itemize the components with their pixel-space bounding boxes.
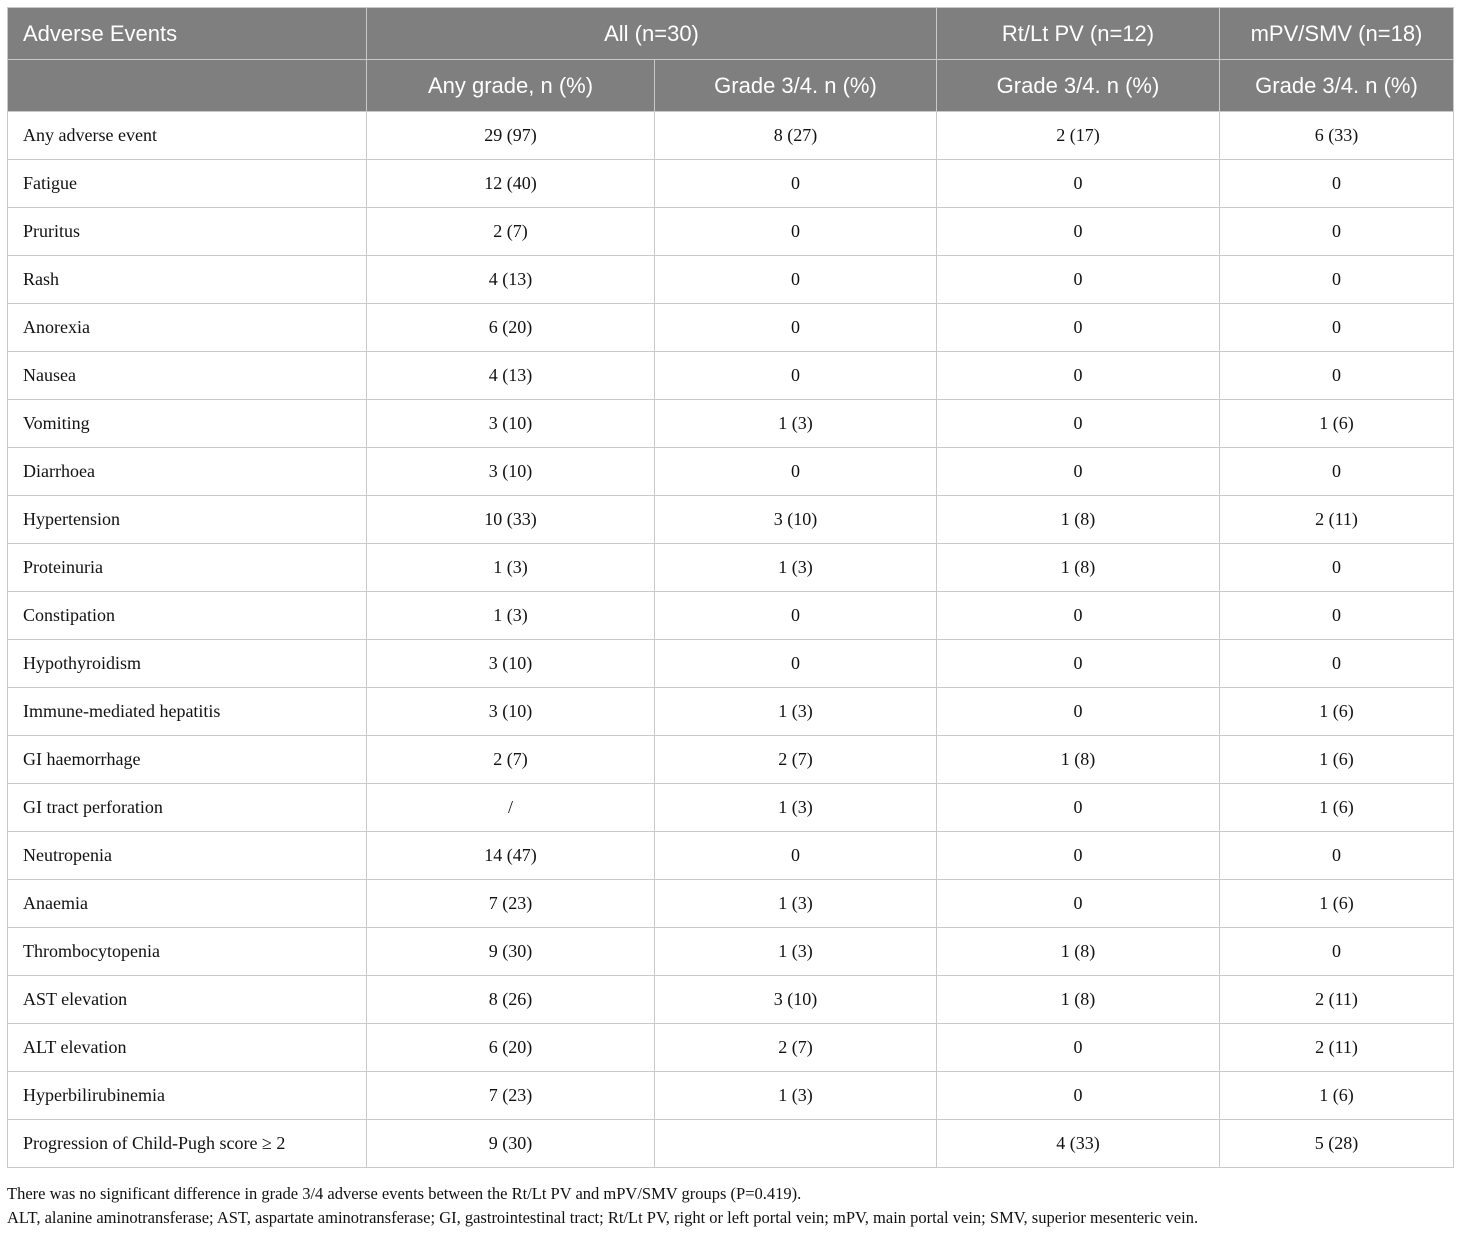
table-row	[8, 1072, 1454, 1120]
table-row	[8, 736, 1454, 784]
cell-all-grade34: 1 (3)	[655, 1072, 937, 1120]
header-any-grade: Any grade, n (%)	[367, 60, 655, 112]
table-row	[8, 112, 1454, 160]
cell-rtlt-grade34: 4 (33)	[937, 1120, 1220, 1168]
cell-rtlt-grade34: 0	[937, 352, 1220, 400]
cell-rtlt-grade34: 0	[937, 448, 1220, 496]
table-row	[8, 688, 1454, 736]
cell-any-grade: 3 (10)	[367, 688, 655, 736]
cell-all-grade34: 2 (7)	[655, 736, 937, 784]
table-row	[8, 496, 1454, 544]
cell-mpv-grade34: 0	[1220, 640, 1454, 688]
table-row	[8, 640, 1454, 688]
cell-any-grade: 6 (20)	[367, 1024, 655, 1072]
table-row	[8, 256, 1454, 304]
cell-mpv-grade34: 0	[1220, 832, 1454, 880]
cell-all-grade34: 0	[655, 832, 937, 880]
table-row	[8, 208, 1454, 256]
cell-rtlt-grade34: 2 (17)	[937, 112, 1220, 160]
cell-rtlt-grade34: 0	[937, 832, 1220, 880]
header-row-groups	[8, 8, 1454, 60]
cell-mpv-grade34: 0	[1220, 448, 1454, 496]
cell-any-grade: 3 (10)	[367, 448, 655, 496]
cell-any-grade: 14 (47)	[367, 832, 655, 880]
table-row	[8, 928, 1454, 976]
cell-any-grade: 4 (13)	[367, 256, 655, 304]
table-row	[8, 592, 1454, 640]
cell-mpv-grade34: 0	[1220, 928, 1454, 976]
cell-rtlt-grade34: 1 (8)	[937, 976, 1220, 1024]
cell-mpv-grade34: 2 (11)	[1220, 1024, 1454, 1072]
cell-rtlt-grade34: 0	[937, 1072, 1220, 1120]
cell-rtlt-grade34: 0	[937, 256, 1220, 304]
footnote-significance: There was no significant difference in grade 3/4 adverse events between the Rt/Lt PV and mPV/SMV groups (P=0.419).	[7, 1184, 802, 1203]
table-body	[8, 112, 1454, 1168]
cell-mpv-grade34: 0	[1220, 160, 1454, 208]
cell-all-grade34: 1 (3)	[655, 400, 937, 448]
cell-rtlt-grade34: 0	[937, 160, 1220, 208]
cell-mpv-grade34: 1 (6)	[1220, 400, 1454, 448]
cell-event: AST elevation	[8, 976, 367, 1024]
table-row	[8, 976, 1454, 1024]
table-row	[8, 448, 1454, 496]
cell-rtlt-grade34: 0	[937, 880, 1220, 928]
cell-event: Nausea	[8, 352, 367, 400]
header-mpv-smv-group: mPV/SMV (n=18)	[1220, 8, 1454, 60]
table-row	[8, 1120, 1454, 1168]
cell-any-grade: 2 (7)	[367, 208, 655, 256]
cell-mpv-grade34: 2 (11)	[1220, 496, 1454, 544]
cell-mpv-grade34: 0	[1220, 208, 1454, 256]
cell-all-grade34: 1 (3)	[655, 784, 937, 832]
cell-all-grade34: 1 (3)	[655, 688, 937, 736]
cell-event: Constipation	[8, 592, 367, 640]
cell-all-grade34: 3 (10)	[655, 496, 937, 544]
cell-any-grade: 1 (3)	[367, 544, 655, 592]
cell-all-grade34	[655, 1120, 937, 1168]
table-row	[8, 160, 1454, 208]
cell-all-grade34: 0	[655, 592, 937, 640]
cell-any-grade: 9 (30)	[367, 1120, 655, 1168]
table-row	[8, 784, 1454, 832]
cell-event: ALT elevation	[8, 1024, 367, 1072]
cell-all-grade34: 8 (27)	[655, 112, 937, 160]
cell-any-grade: 29 (97)	[367, 112, 655, 160]
cell-event: Any adverse event	[8, 112, 367, 160]
cell-mpv-grade34: 0	[1220, 544, 1454, 592]
cell-mpv-grade34: 1 (6)	[1220, 736, 1454, 784]
cell-mpv-grade34: 1 (6)	[1220, 688, 1454, 736]
cell-rtlt-grade34: 0	[937, 640, 1220, 688]
cell-any-grade: /	[367, 784, 655, 832]
cell-rtlt-grade34: 0	[937, 400, 1220, 448]
cell-rtlt-grade34: 0	[937, 304, 1220, 352]
cell-rtlt-grade34: 0	[937, 688, 1220, 736]
cell-mpv-grade34: 0	[1220, 352, 1454, 400]
cell-any-grade: 3 (10)	[367, 400, 655, 448]
cell-all-grade34: 0	[655, 208, 937, 256]
table-row	[8, 880, 1454, 928]
table-row	[8, 1024, 1454, 1072]
cell-any-grade: 12 (40)	[367, 160, 655, 208]
cell-all-grade34: 0	[655, 160, 937, 208]
cell-any-grade: 7 (23)	[367, 1072, 655, 1120]
cell-event: GI tract perforation	[8, 784, 367, 832]
header-adverse-events: Adverse Events	[8, 8, 367, 60]
cell-mpv-grade34: 1 (6)	[1220, 784, 1454, 832]
cell-any-grade: 4 (13)	[367, 352, 655, 400]
cell-any-grade: 2 (7)	[367, 736, 655, 784]
footnote-abbreviations: ALT, alanine aminotransferase; AST, aspartate aminotransferase; GI, gastrointestinal tract; Rt/Lt PV, right or left portal vein; mPV, main portal vein; SMV, superior mesenteric vein.	[7, 1208, 1199, 1227]
cell-all-grade34: 0	[655, 640, 937, 688]
header-rt-lt-pv-group: Rt/Lt PV (n=12)	[937, 8, 1220, 60]
adverse-events-table	[7, 7, 1454, 1168]
cell-event: Vomiting	[8, 400, 367, 448]
header-all-grade34: Grade 3/4. n (%)	[655, 60, 937, 112]
cell-event: Progression of Child-Pugh score ≥ 2	[8, 1120, 367, 1168]
cell-rtlt-grade34: 1 (8)	[937, 928, 1220, 976]
cell-rtlt-grade34: 1 (8)	[937, 544, 1220, 592]
header-all-group: All (n=30)	[367, 8, 937, 60]
table-footnotes	[7, 1182, 1198, 1230]
cell-rtlt-grade34: 0	[937, 784, 1220, 832]
table-row	[8, 400, 1454, 448]
cell-rtlt-grade34: 1 (8)	[937, 496, 1220, 544]
cell-mpv-grade34: 6 (33)	[1220, 112, 1454, 160]
header-rtlt-grade34: Grade 3/4. n (%)	[937, 60, 1220, 112]
cell-all-grade34: 0	[655, 256, 937, 304]
cell-mpv-grade34: 0	[1220, 304, 1454, 352]
cell-all-grade34: 0	[655, 448, 937, 496]
table-header	[8, 8, 1454, 112]
cell-event: Diarrhoea	[8, 448, 367, 496]
cell-event: Hypertension	[8, 496, 367, 544]
cell-event: Rash	[8, 256, 367, 304]
adverse-events-table-container	[7, 7, 1453, 1168]
table-row	[8, 304, 1454, 352]
cell-any-grade: 10 (33)	[367, 496, 655, 544]
cell-mpv-grade34: 0	[1220, 256, 1454, 304]
cell-mpv-grade34: 1 (6)	[1220, 1072, 1454, 1120]
table-row	[8, 352, 1454, 400]
cell-event: Fatigue	[8, 160, 367, 208]
cell-all-grade34: 1 (3)	[655, 928, 937, 976]
cell-all-grade34: 0	[655, 352, 937, 400]
cell-any-grade: 6 (20)	[367, 304, 655, 352]
cell-rtlt-grade34: 0	[937, 1024, 1220, 1072]
cell-mpv-grade34: 1 (6)	[1220, 880, 1454, 928]
cell-any-grade: 8 (26)	[367, 976, 655, 1024]
header-empty-cell	[8, 60, 367, 112]
cell-event: Pruritus	[8, 208, 367, 256]
cell-any-grade: 7 (23)	[367, 880, 655, 928]
cell-rtlt-grade34: 0	[937, 208, 1220, 256]
cell-event: Proteinuria	[8, 544, 367, 592]
cell-event: Neutropenia	[8, 832, 367, 880]
cell-all-grade34: 2 (7)	[655, 1024, 937, 1072]
cell-mpv-grade34: 2 (11)	[1220, 976, 1454, 1024]
header-row-subcolumns	[8, 60, 1454, 112]
table-row	[8, 544, 1454, 592]
cell-event: Anaemia	[8, 880, 367, 928]
cell-mpv-grade34: 0	[1220, 592, 1454, 640]
cell-all-grade34: 1 (3)	[655, 544, 937, 592]
cell-rtlt-grade34: 1 (8)	[937, 736, 1220, 784]
cell-mpv-grade34: 5 (28)	[1220, 1120, 1454, 1168]
cell-all-grade34: 1 (3)	[655, 880, 937, 928]
cell-event: Thrombocytopenia	[8, 928, 367, 976]
cell-event: GI haemorrhage	[8, 736, 367, 784]
cell-all-grade34: 0	[655, 304, 937, 352]
cell-event: Hypothyroidism	[8, 640, 367, 688]
cell-event: Hyperbilirubinemia	[8, 1072, 367, 1120]
header-mpv-grade34: Grade 3/4. n (%)	[1220, 60, 1454, 112]
cell-event: Immune-mediated hepatitis	[8, 688, 367, 736]
cell-all-grade34: 3 (10)	[655, 976, 937, 1024]
cell-event: Anorexia	[8, 304, 367, 352]
table-row	[8, 832, 1454, 880]
cell-rtlt-grade34: 0	[937, 592, 1220, 640]
cell-any-grade: 3 (10)	[367, 640, 655, 688]
cell-any-grade: 1 (3)	[367, 592, 655, 640]
cell-any-grade: 9 (30)	[367, 928, 655, 976]
